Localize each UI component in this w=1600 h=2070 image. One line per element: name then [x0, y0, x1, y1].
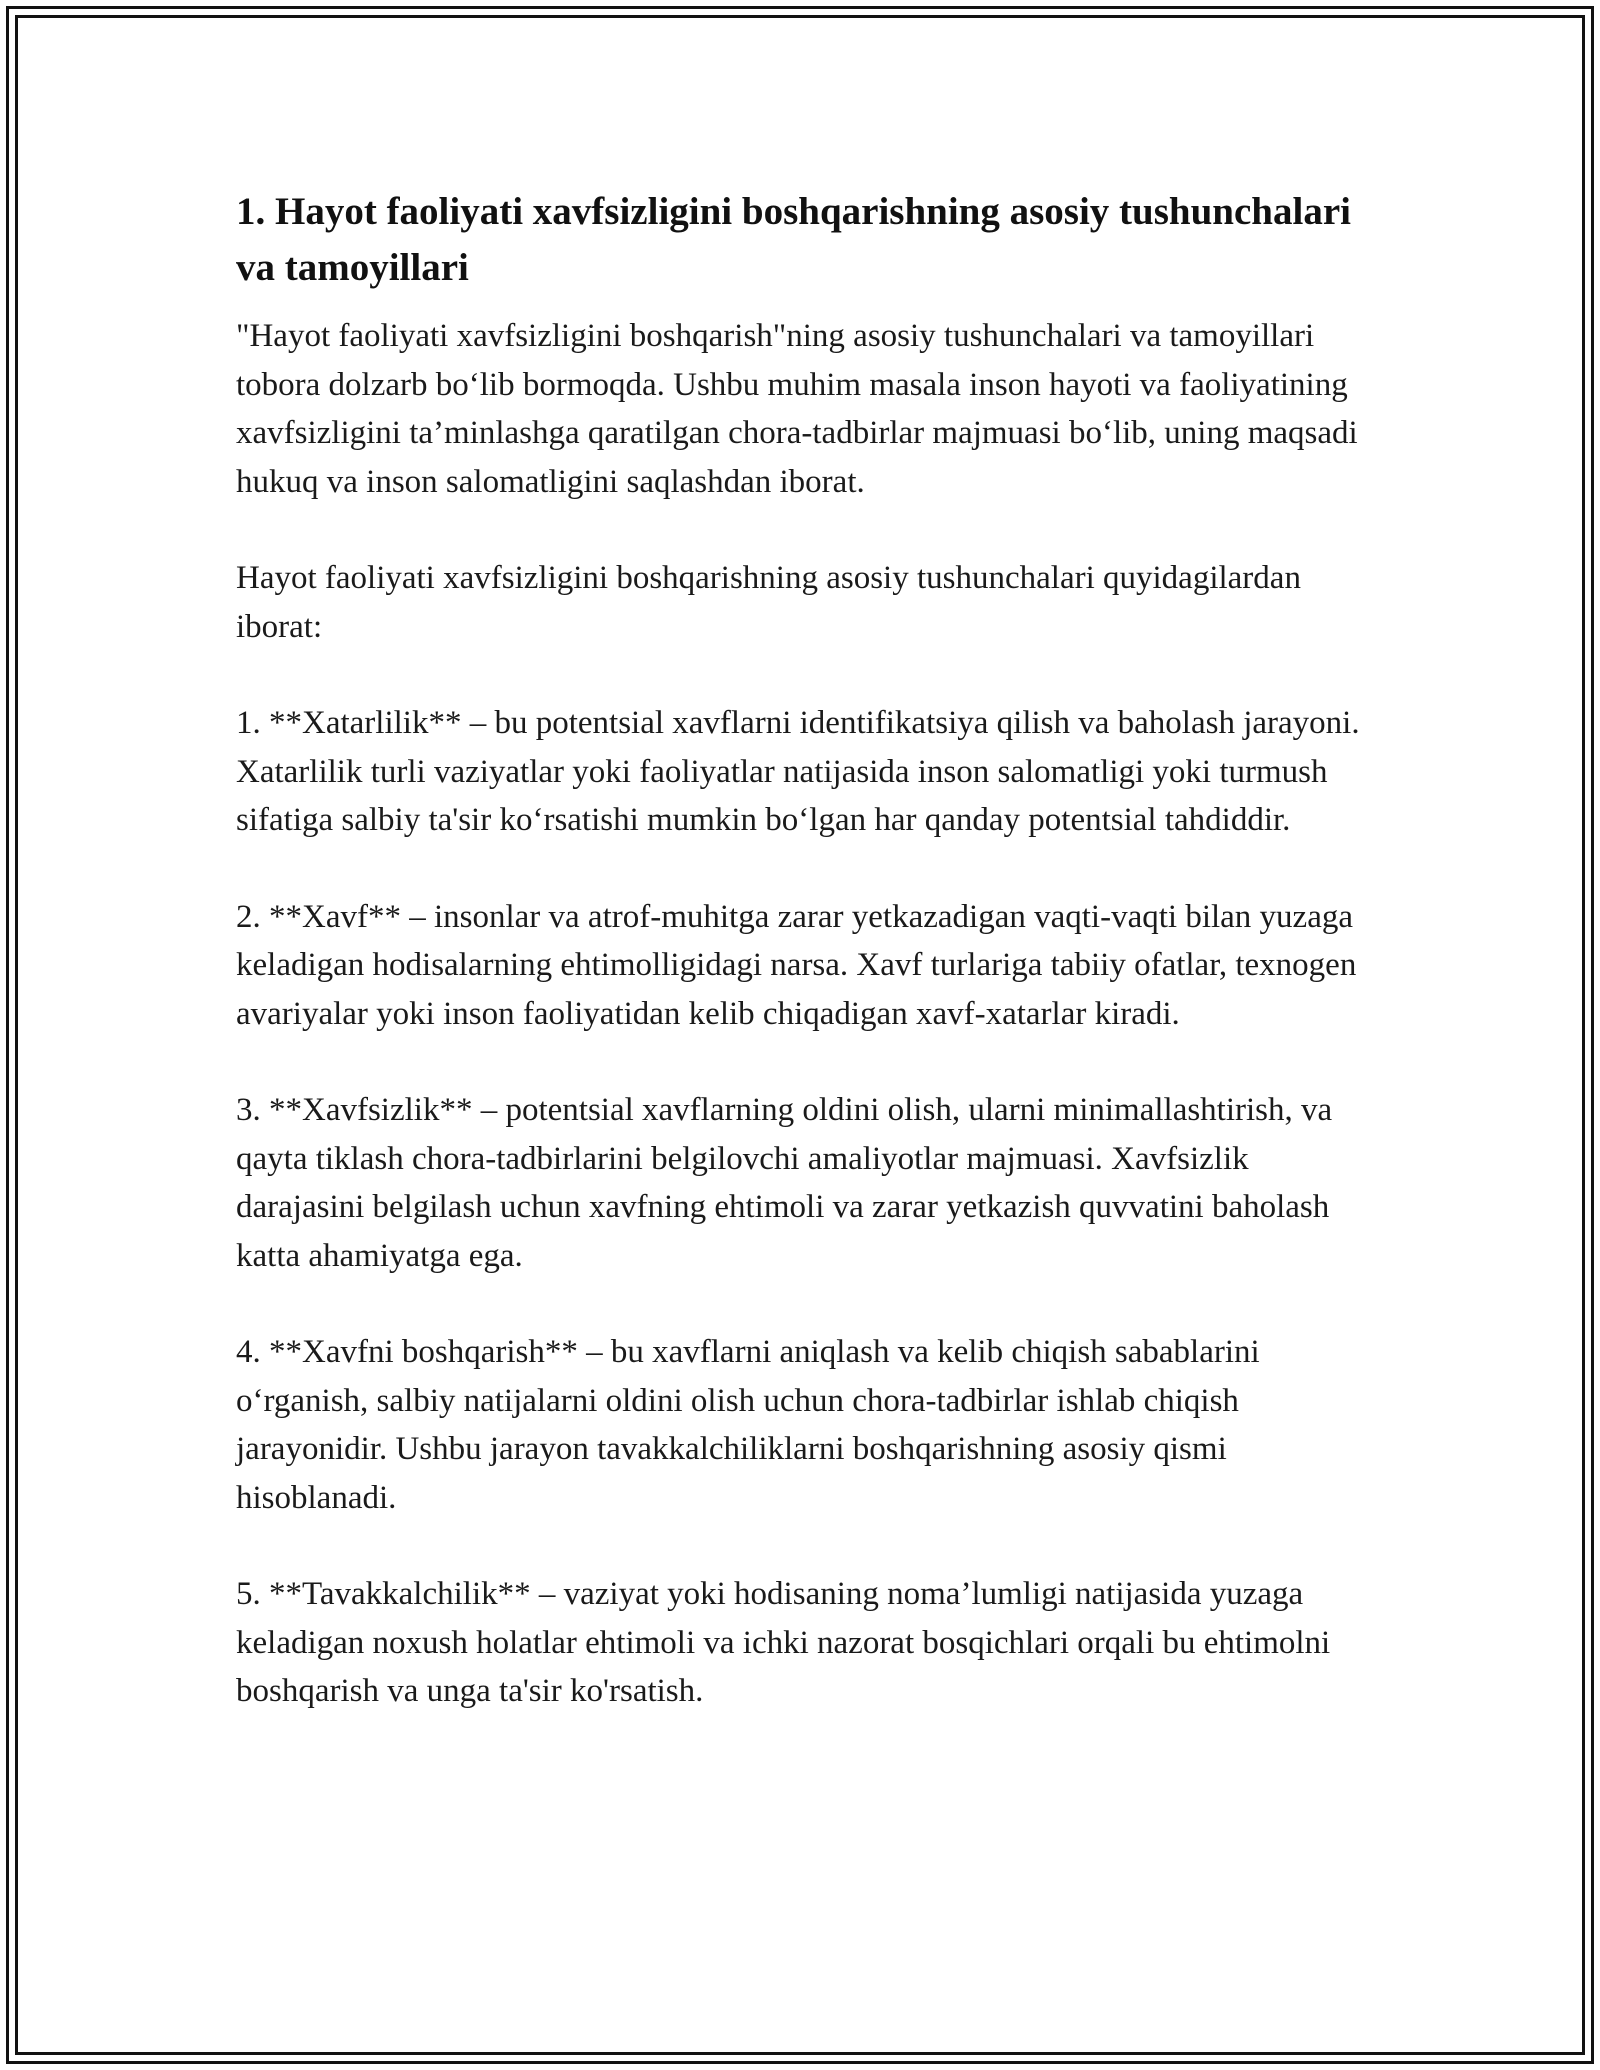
- list-item-xavf: 2. **Xavf** – insonlar va atrof-muhitga zarar yetkazadigan vaqti-vaqti bilan yuzaga keladigan hodisalarning ehtimolligidagi narsa. Xavf turlariga tabiiy ofatlar, texnogen avariyalar yoki inson faoliyatidan kelib chiqadigan xavf-xatarlar kiradi.: [236, 898, 1357, 1032]
- section-heading: 1. Hayot faoliyati xavfsizligini boshqarishning asosiy tushunchalari va tamoyillari: [236, 190, 1351, 289]
- intro-paragraph: "Hayot faoliyati xavfsizligini boshqarish"ning asosiy tushunchalari va tamoyillari tobora dolzarb bo‘lib bormoqda. Ushbu muhim masala inson hayoti va faoliyatining xavfsizligini ta’minlashga qaratilgan chora-tadbirlar majmuasi bo‘lib, uning maqsadi hukuq va inson salomatligini saqlashdan iborat.: [236, 318, 1358, 500]
- list-item-xatarlilik: 1. **Xatarlilik** – bu potentsial xavflarni identifikatsiya qilish va baholash jarayoni. Xatarlilik turli vaziyatlar yoki faoliyatlar natijasida inson salomatligi yoki turmush sifatiga salbiy ta'sir ko‘rsatishi mumkin bo‘lgan har qanday potentsial tahdiddir.: [236, 705, 1360, 838]
- list-item-xavfsizlik: 3. **Xavfsizlik** – potentsial xavflarning oldini olish, ularni minimallashtirish, va qayta tiklash chora-tadbirlarini belgilovchi amaliyotlar majmuasi. Xavfsizlik darajasini belgilash uchun xavfning ehtimoli va zarar yetkazish quvvatini baholash katta ahamiyatga ega.: [236, 1092, 1333, 1274]
- lead-paragraph: Hayot faoliyati xavfsizligini boshqarishning asosiy tushunchalari quyidagilardan iborat:: [236, 560, 1301, 645]
- list-item-tavakkalchilik: 5. **Tavakkalchilik** – vaziyat yoki hodisaning noma’lumligi natijasida yuzaga keladigan noxush holatlar ehtimoli va ichki nazorat bosqichlari orqali bu ehtimolni boshqarish va unga ta'sir ko'rsatish.: [236, 1576, 1331, 1709]
- document-body: [236, 184, 1376, 1764]
- list-item-xavfni-boshqarish: 4. **Xavfni boshqarish** – bu xavflarni aniqlash va kelib chiqish sabablarini o‘rganish, salbiy natijalarni oldini olish uchun chora-tadbirlar ishlab chiqish jarayonidir. Ushbu jarayon tavakkalchiliklarni boshqarishning asosiy qismi hisoblanadi.: [236, 1334, 1260, 1516]
